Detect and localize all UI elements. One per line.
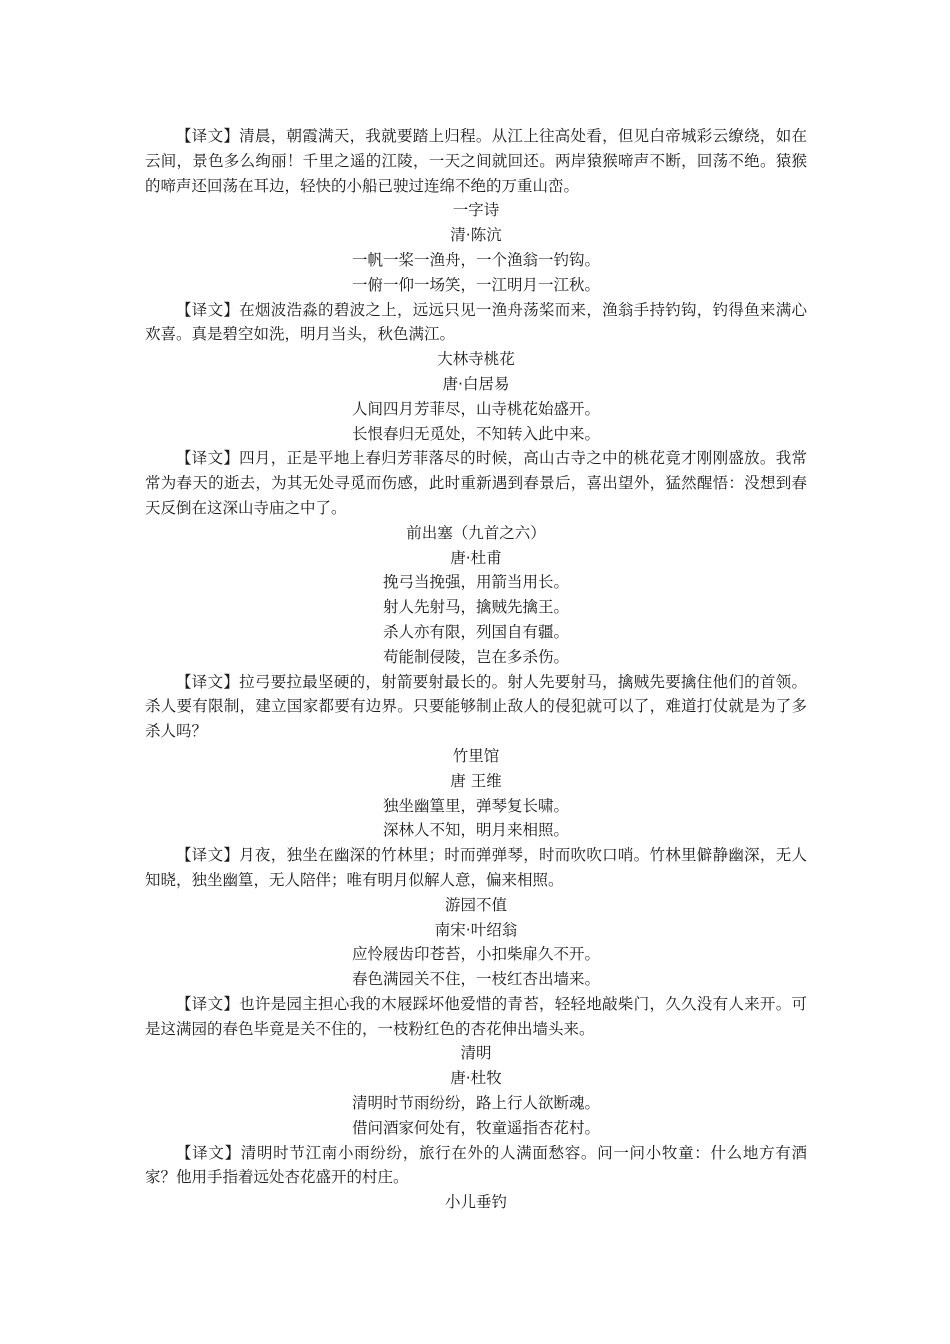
poem-author: 唐·杜牧 bbox=[450, 1069, 502, 1088]
poem-author: 南宋·叶绍翁 bbox=[434, 920, 518, 939]
document-page bbox=[145, 124, 807, 1215]
poem-line: 应怜屐齿印苍苔，小扣柴扉久不开。 bbox=[351, 945, 600, 964]
poem-line: 一俯一仰一场笑，一江明月一江秋。 bbox=[351, 275, 600, 294]
translation-paragraph: 【译文】在烟波浩淼的碧波之上，远远只见一渔舟荡桨而来，渔翁手持钓钩，钓得鱼来满心欢喜。真是碧空如洗，明月当头，秋色满江。 bbox=[145, 300, 807, 344]
poem-title: 竹里馆 bbox=[452, 746, 500, 765]
translation-paragraph: 【译文】四月，正是平地上春归芳菲落尽的时候，高山古寺之中的桃花竟才刚刚盛放。我常常为春天的逝去，为其无处寻觅而伤感，此时重新遇到春景后，喜出望外，猛然醒悟：没想到春天反倒在这深山寺庙之中了。 bbox=[145, 449, 807, 517]
translation-paragraph: 【译文】清晨，朝霞满天，我就要踏上归程。从江上往高处看，但见白帝城彩云缭绕，如在云间，景色多么绚丽！千里之遥的江陵，一天之间就回还。两岸猿猴啼声不断，回荡不绝。猿猴的啼声还回荡在耳边，轻快的小船已驶过连绵不绝的万重山峦。 bbox=[145, 127, 807, 195]
poem-line: 借问酒家何处有，牧童遥指杏花村。 bbox=[351, 1118, 600, 1137]
poem-author: 唐·白居易 bbox=[442, 374, 510, 393]
poem-title: 大林寺桃花 bbox=[437, 350, 515, 369]
poem-line: 春色满园关不住，一枝红杏出墙来。 bbox=[351, 970, 600, 989]
poem-title: 前出塞（九首之六） bbox=[406, 523, 546, 542]
poem-author: 唐·杜甫 bbox=[450, 548, 502, 567]
poem-line: 苟能制侵陵，岂在多杀伤。 bbox=[382, 647, 569, 666]
poem-line: 挽弓当挽强，用箭当用长。 bbox=[382, 573, 569, 592]
translation-paragraph: 【译文】月夜，独坐在幽深的竹林里；时而弹弹琴，时而吹吹口哨。竹林里僻静幽深，无人知晓，独坐幽篁，无人陪伴；唯有明月似解人意，偏来相照。 bbox=[145, 846, 807, 889]
poem-line: 射人先射马，擒贼先擒王。 bbox=[382, 598, 569, 617]
poem-line: 深林人不知，明月来相照。 bbox=[382, 821, 569, 840]
poem-line: 一帆一桨一渔舟，一个渔翁一钓钩。 bbox=[351, 250, 600, 269]
poem-line: 人间四月芳菲尽，山寺桃花始盛开。 bbox=[351, 399, 600, 418]
poem-line: 独坐幽篁里，弹琴复长啸。 bbox=[382, 796, 569, 815]
translation-paragraph: 【译文】拉弓要拉最坚硬的，射箭要射最长的。射人先要射马，擒贼先要擒住他们的首领。杀人要有限制，建立国家都要有边界。只要能够制止敌人的侵犯就可以了，难道打仗就是为了多杀人吗？ bbox=[145, 672, 807, 741]
poem-title: 小儿垂钓 bbox=[444, 1193, 507, 1212]
poem-author: 唐 王维 bbox=[450, 771, 502, 790]
poem-title: 游园不值 bbox=[444, 895, 507, 914]
poem-title: 清明 bbox=[460, 1044, 492, 1063]
poem-title: 一字诗 bbox=[452, 201, 500, 220]
poem-line: 清明时节雨纷纷，路上行人欲断魂。 bbox=[351, 1094, 600, 1113]
poem-author: 清·陈沆 bbox=[450, 226, 502, 245]
poem-line: 长恨春归无觅处，不知转入此中来。 bbox=[351, 424, 600, 443]
translation-paragraph: 【译文】清明时节江南小雨纷纷，旅行在外的人满面愁容。问一问小牧童：什么地方有酒家？他用手指着远处杏花盛开的村庄。 bbox=[145, 1143, 807, 1187]
translation-paragraph: 【译文】也许是园主担心我的木屐踩坏他爱惜的青苔，轻轻地敲柴门，久久没有人来开。可是这满园的春色毕竟是关不住的，一枝粉红色的杏花伸出墙头来。 bbox=[145, 994, 807, 1038]
poem-line: 杀人亦有限，列国自有疆。 bbox=[382, 622, 569, 641]
